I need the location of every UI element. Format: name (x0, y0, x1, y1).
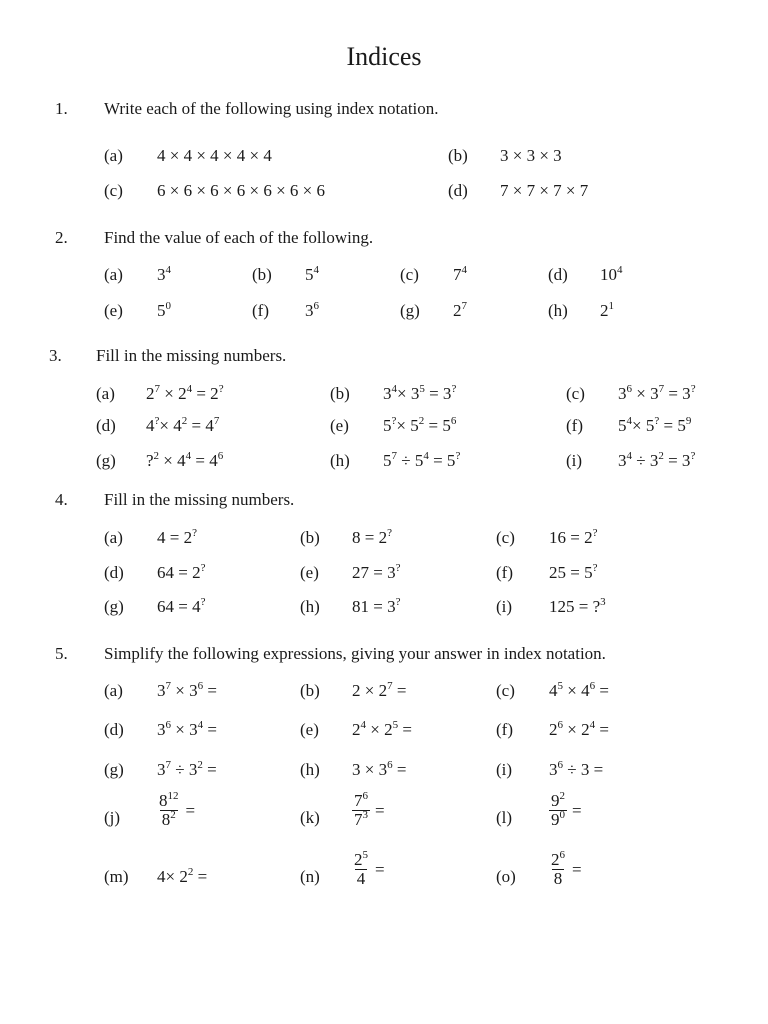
q3b-label: (b) (330, 384, 350, 403)
q5h-label: (h) (300, 760, 320, 779)
q5c-label: (c) (496, 681, 515, 700)
q5l-numerator: $9^2$ (551, 790, 565, 810)
q5o-fraction (549, 851, 582, 888)
q2g-label: (g) (400, 301, 420, 320)
q5d-label: (d) (104, 720, 124, 739)
page-title: Indices (346, 42, 422, 71)
q5j-label: (j) (104, 808, 121, 827)
q3e-expression: $5^?\times 5^2 = 5^6$ (383, 415, 457, 435)
q4d-label: (d) (104, 563, 124, 582)
q5n-denominator: 4 (356, 869, 366, 888)
q4c-expression: 16 = 2? (549, 527, 598, 547)
q1-instruction: Write each of the following using index notation. (104, 99, 439, 118)
q1a-expression: 4 × 4 × 4 × 4 × 4 (157, 146, 272, 165)
q5k-label: (k) (300, 808, 320, 827)
q5i-label: (i) (496, 760, 513, 779)
q5j-equals: = (185, 800, 196, 820)
q5h-expression: $3 \times 3^6$ = (352, 759, 407, 779)
q3g-label: (g) (96, 451, 116, 470)
q5k-denominator: $7^3$ (354, 809, 368, 829)
q5e-label: (e) (300, 720, 319, 739)
q5a-expression: $3^7 \times 3^6$ = (157, 680, 217, 700)
q3g-expression: ?$^2$ × $4^4 = 4^6$ (146, 450, 224, 470)
q4i-expression: 125 = ?$^3$ (549, 596, 606, 616)
q4b-expression: 8 = 2? (352, 527, 392, 547)
q2d-label: (d) (548, 265, 568, 284)
q4e-label: (e) (300, 563, 319, 582)
q5l-denominator: $9^0$ (551, 809, 565, 829)
q4a-label: (a) (104, 528, 123, 547)
q5n-numerator: $2^5$ (354, 849, 368, 869)
q4i-label: (i) (496, 597, 513, 616)
q5d-expression: $3^6 \times 3^4$ = (157, 719, 217, 739)
q5l-equals: = (572, 800, 582, 820)
q5j-fraction (157, 792, 195, 829)
q2b-expression: $5^4$ (305, 264, 319, 284)
q2e-expression: $5^0$ (157, 300, 171, 320)
q2d-expression: $10^4$ (600, 264, 623, 284)
q5f-expression: $2^6 \times 2^4$ = (549, 719, 609, 739)
q4e-expression: 27 = 3? (352, 562, 401, 582)
q5k-numerator: $7^6$ (354, 790, 368, 810)
q4f-expression: 25 = 5? (549, 562, 598, 582)
q5c-expression: $4^5 \times 4^6$ = (549, 680, 609, 700)
q5o-denominator: 8 (553, 869, 563, 888)
q5k-equals: = (375, 800, 385, 820)
q3h-expression: $5^7 \div 5^4 = 5^?$ (383, 450, 461, 470)
q3i-label: (i) (566, 451, 583, 470)
q5l-label: (l) (496, 808, 513, 827)
q3c-expression: $3^6 \times 3^7 = 3^?$ (618, 383, 696, 403)
q5m-label: (m) (104, 867, 129, 886)
q5e-expression: $2^4 \times 2^5$ = (352, 719, 412, 739)
q4h-expression: 81 = 3? (352, 596, 401, 616)
q1d-label: (d) (448, 181, 468, 200)
q5n-fraction (352, 851, 385, 888)
q5n-label: (n) (300, 867, 320, 886)
q4d-expression: 64 = 2? (157, 562, 206, 582)
q3d-label: (d) (96, 416, 116, 435)
q4f-label: (f) (496, 563, 513, 582)
q4b-label: (b) (300, 528, 320, 547)
q3f-label: (f) (566, 416, 583, 435)
q5k-fraction (352, 792, 385, 829)
q2-number: 2. (55, 228, 68, 247)
q3b-expression: $3^4\times 3^5 = 3^?$ (383, 383, 457, 403)
q1c-expression: 6 × 6 × 6 × 6 × 6 × 6 × 6 (157, 181, 326, 200)
q2g-expression: $2^7$ (453, 300, 467, 320)
q2h-expression: $2^1$ (600, 300, 614, 320)
q2f-expression: $3^6$ (305, 300, 319, 320)
q5n-equals: = (375, 859, 385, 879)
q5g-expression: $3^7 \div 3^2$ = (157, 759, 217, 779)
q2b-label: (b) (252, 265, 272, 284)
q3i-expression: $3^4 \div 3^2 = 3^?$ (618, 450, 696, 470)
q5a-label: (a) (104, 681, 123, 700)
q3a-label: (a) (96, 384, 115, 403)
q1-number: 1. (55, 99, 68, 118)
q5g-label: (g) (104, 760, 124, 779)
q5o-equals: = (572, 859, 582, 879)
q1b-expression: 3 × 3 × 3 (500, 146, 562, 165)
q1d-expression: 7 × 7 × 7 × 7 (500, 181, 589, 200)
q2a-label: (a) (104, 265, 123, 284)
q4a-expression: 4 = 2? (157, 527, 197, 547)
q5f-label: (f) (496, 720, 513, 739)
q4c-label: (c) (496, 528, 515, 547)
q3a-expression: $2^7 \times 2^4 = 2^?$ (146, 383, 224, 403)
q2a-expression: $3^4$ (157, 264, 171, 284)
q4g-label: (g) (104, 597, 124, 616)
q4-number: 4. (55, 490, 68, 509)
q1c-label: (c) (104, 181, 123, 200)
q3-number: 3. (49, 346, 62, 365)
q5o-numerator: $2^6$ (551, 849, 565, 869)
q2e-label: (e) (104, 301, 123, 320)
q3h-label: (h) (330, 451, 350, 470)
q5j-denominator: $8^2$ (161, 809, 176, 829)
q5-instruction: Simplify the following expressions, giving your answer in index notation. (104, 644, 606, 663)
q5b-expression: $2 \times 2^7$ = (352, 680, 407, 700)
q5j-numerator: $8^{12}$ (159, 790, 179, 810)
q4-instruction: Fill in the missing numbers. (104, 490, 295, 509)
q3d-expression: $4^?\times 4^2 = 4^7$ (146, 415, 220, 435)
q4g-expression: 64 = 4? (157, 596, 206, 616)
q3e-label: (e) (330, 416, 349, 435)
q4h-label: (h) (300, 597, 320, 616)
q5b-label: (b) (300, 681, 320, 700)
q5o-label: (o) (496, 867, 516, 886)
q5i-expression: $3^6 \div 3$ = (549, 759, 604, 779)
q2h-label: (h) (548, 301, 568, 320)
q2-instruction: Find the value of each of the following. (104, 228, 374, 247)
q5l-fraction (549, 792, 582, 829)
q3-instruction: Fill in the missing numbers. (96, 346, 287, 365)
q5m-expression: $4\times 2^2$ = (157, 866, 208, 886)
q2c-label: (c) (400, 265, 419, 284)
q3f-expression: $5^4\times 5^? = 5^9$ (618, 415, 692, 435)
q1a-label: (a) (104, 146, 123, 165)
q3c-label: (c) (566, 384, 585, 403)
q1b-label: (b) (448, 146, 468, 165)
q5-number: 5. (55, 644, 68, 663)
q2c-expression: $7^4$ (453, 264, 467, 284)
q2f-label: (f) (252, 301, 269, 320)
